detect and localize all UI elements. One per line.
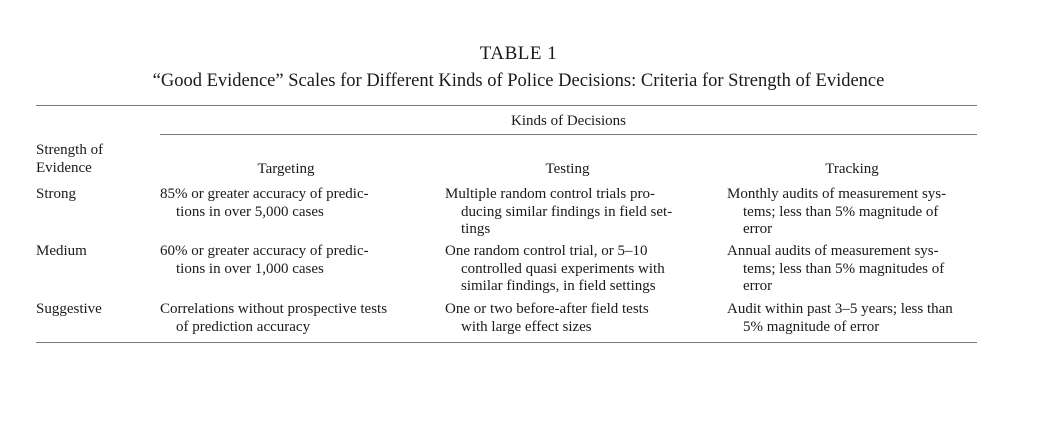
cell-line: similar findings, in field settings bbox=[461, 278, 656, 294]
cell-suggestive-testing bbox=[445, 301, 710, 336]
cell-medium-targeting bbox=[160, 243, 430, 278]
cell-line: 5% magnitude of error bbox=[743, 318, 880, 335]
cell-line: error bbox=[743, 278, 773, 294]
row-label-strong: Strong bbox=[36, 186, 77, 202]
cell-line: tions in over 1,000 cases bbox=[176, 260, 324, 277]
row-label-suggestive: Suggestive bbox=[36, 301, 102, 317]
stub-header bbox=[36, 142, 146, 177]
cell-line: One or two before-after field tests bbox=[445, 301, 649, 317]
cell-line: Monthly audits of measurement sys- bbox=[727, 186, 947, 202]
group-header-rule bbox=[160, 134, 977, 135]
group-header: Kinds of Decisions bbox=[511, 113, 626, 129]
cell-line: One random control trial, or 5–10 bbox=[445, 243, 648, 259]
cell-line: error bbox=[743, 221, 773, 237]
column-header-targeting: Targeting bbox=[257, 161, 315, 177]
cell-strong-tracking bbox=[727, 186, 977, 239]
cell-line: of prediction accuracy bbox=[176, 318, 311, 335]
cell-line: 85% or greater accuracy of predic- bbox=[160, 186, 369, 202]
row-label-medium: Medium bbox=[36, 243, 87, 259]
cell-line: Annual audits of measurement sys- bbox=[727, 243, 939, 259]
cell-strong-targeting bbox=[160, 186, 430, 221]
cell-line: tems; less than 5% magnitudes of bbox=[743, 260, 945, 277]
cell-suggestive-tracking bbox=[727, 301, 977, 336]
cell-medium-testing bbox=[445, 243, 710, 296]
cell-line: Multiple random control trials pro- bbox=[445, 186, 655, 202]
stub-header-line-2: Evidence bbox=[36, 159, 92, 176]
stub-header-line-1: Strength of bbox=[36, 142, 104, 158]
cell-line: tions in over 5,000 cases bbox=[176, 203, 324, 220]
cell-strong-testing bbox=[445, 186, 710, 239]
table-title: “Good Evidence” Scales for Different Kinds of Police Decisions: Criteria for Strength of Evidence bbox=[152, 71, 885, 91]
cell-medium-tracking bbox=[727, 243, 977, 296]
bottom-rule bbox=[36, 342, 977, 343]
column-header-testing: Testing bbox=[545, 161, 590, 177]
cell-line: Audit within past 3–5 years; less than bbox=[727, 301, 953, 317]
cell-line: tings bbox=[461, 221, 491, 237]
cell-line: with large effect sizes bbox=[461, 318, 592, 335]
cell-line: 60% or greater accuracy of predic- bbox=[160, 243, 369, 259]
column-header-tracking: Tracking bbox=[825, 161, 879, 177]
top-rule bbox=[36, 105, 977, 106]
cell-line: Correlations without prospective tests bbox=[160, 301, 388, 317]
cell-line: ducing similar findings in field set- bbox=[461, 203, 673, 220]
cell-line: controlled quasi experiments with bbox=[461, 260, 665, 277]
table-number: TABLE 1 bbox=[479, 43, 558, 64]
cell-line: tems; less than 5% magnitude of bbox=[743, 203, 939, 220]
cell-suggestive-targeting bbox=[160, 301, 430, 336]
